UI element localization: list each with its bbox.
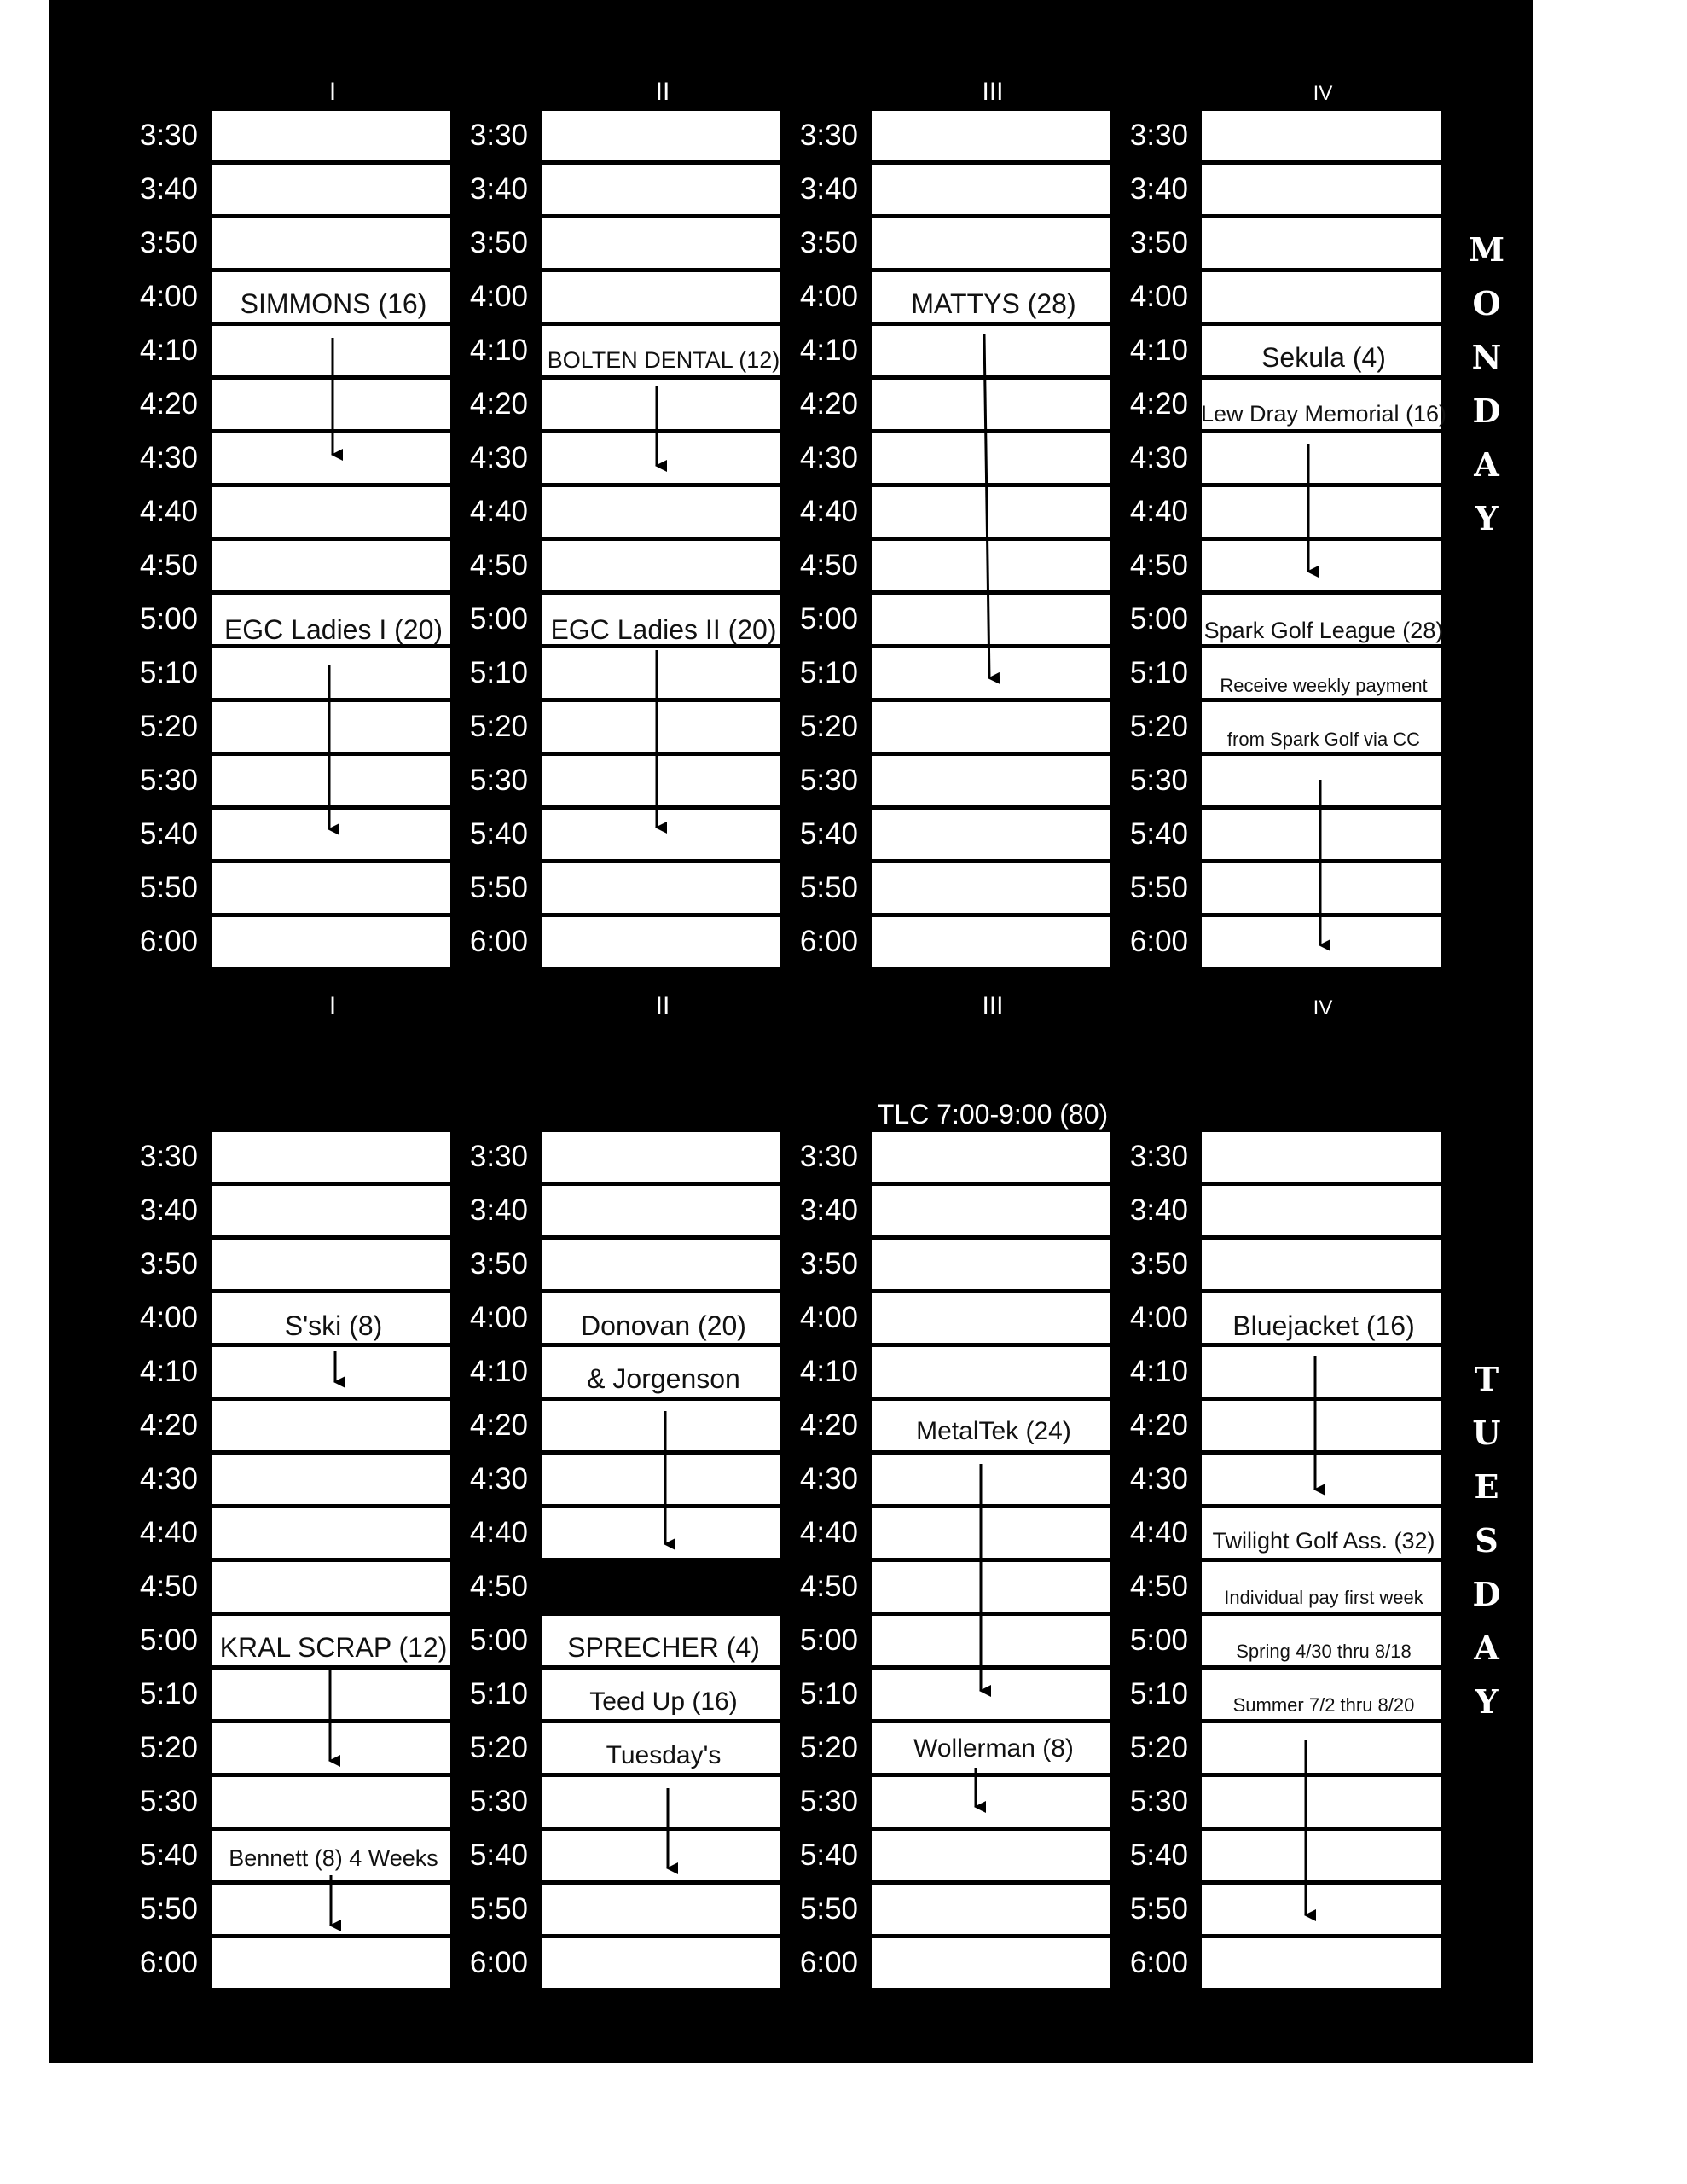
time-label: 6:00 xyxy=(139,1946,198,1979)
time-label: 5:00 xyxy=(1129,602,1188,636)
monday-note-spark-cc: from Spark Golf via CC xyxy=(1226,729,1421,750)
day-letter: O xyxy=(1472,284,1501,322)
time-label: 5:00 xyxy=(469,602,528,636)
time-label: 4:50 xyxy=(799,1570,858,1603)
time-label: 4:50 xyxy=(1129,549,1188,582)
time-label: 5:10 xyxy=(139,1677,198,1711)
time-label: 6:00 xyxy=(1129,1946,1188,1979)
time-label: 5:30 xyxy=(469,764,528,797)
time-label: 3:30 xyxy=(1129,1140,1188,1173)
tuesday-entry-kral-scrap: KRAL SCRAP (12) xyxy=(219,1632,448,1663)
time-label: 5:50 xyxy=(799,871,858,904)
time-label: 5:40 xyxy=(1129,1838,1188,1872)
time-label: 3:50 xyxy=(799,226,858,259)
monday-note-weekly-payment: Receive weekly payment xyxy=(1220,675,1428,696)
time-label: 5:40 xyxy=(469,1838,528,1872)
time-label: 4:20 xyxy=(469,1409,528,1442)
day-letter: A xyxy=(1474,1629,1499,1667)
time-label: 5:30 xyxy=(1129,1785,1188,1818)
time-label: 3:30 xyxy=(139,119,198,152)
time-label: 5:10 xyxy=(469,1677,528,1711)
time-label: 5:50 xyxy=(799,1892,858,1926)
tuesday-entry-bennett: Bennett (8) 4 Weeks xyxy=(229,1845,438,1871)
time-label: 3:50 xyxy=(1129,226,1188,259)
time-label: 3:40 xyxy=(1129,172,1188,206)
time-label: 4:10 xyxy=(139,334,198,367)
time-label: 6:00 xyxy=(469,925,528,958)
time-label: 4:40 xyxy=(469,1516,528,1549)
time-label: 5:30 xyxy=(799,1785,858,1818)
time-label: 5:10 xyxy=(1129,656,1188,689)
time-label: 4:10 xyxy=(469,1355,528,1388)
time-label: 5:10 xyxy=(799,656,858,689)
tuesday-entry-tuesdays: Tuesday's xyxy=(606,1741,722,1769)
time-label: 5:50 xyxy=(469,871,528,904)
time-label: 5:10 xyxy=(469,656,528,689)
time-label: 4:00 xyxy=(139,280,198,313)
time-label: 3:50 xyxy=(1129,1247,1188,1281)
day-letter: Y xyxy=(1475,499,1499,537)
time-label: 3:30 xyxy=(799,1140,858,1173)
time-label: 3:50 xyxy=(139,226,198,259)
tuesday-entry-metaltek: MetalTek (24) xyxy=(916,1417,1071,1445)
time-label: 4:40 xyxy=(799,495,858,528)
time-label: 3:50 xyxy=(139,1247,198,1281)
time-label: 4:50 xyxy=(139,549,198,582)
tlc-header-note: TLC 7:00-9:00 (80) xyxy=(877,1099,1109,1130)
time-label: 6:00 xyxy=(799,1946,858,1979)
day-letter: M xyxy=(1468,230,1505,269)
time-label: 4:30 xyxy=(799,1462,858,1496)
time-label: 5:20 xyxy=(1129,1731,1188,1764)
time-label: 5:40 xyxy=(139,1838,198,1872)
day-letter: T xyxy=(1474,1360,1499,1398)
time-label: 4:20 xyxy=(1129,387,1188,421)
time-label: 4:50 xyxy=(1129,1570,1188,1603)
monday-column-header-4: IV xyxy=(1313,82,1333,105)
monday-entry-egc-ladies-1: EGC Ladies I (20) xyxy=(223,614,443,645)
time-label: 4:00 xyxy=(799,1301,858,1334)
monday-entry-egc-ladies-2: EGC Ladies II (20) xyxy=(550,614,777,645)
time-label: 4:30 xyxy=(469,1462,528,1496)
time-label: 4:10 xyxy=(469,334,528,367)
time-label: 4:30 xyxy=(799,441,858,474)
time-label: 5:40 xyxy=(799,817,858,851)
time-label: 5:20 xyxy=(139,1731,198,1764)
monday-entry-mattys: MATTYS (28) xyxy=(911,288,1076,319)
day-letter: N xyxy=(1471,338,1502,376)
time-label: 3:50 xyxy=(469,1247,528,1281)
time-label: 4:20 xyxy=(139,1409,198,1442)
time-label: 4:50 xyxy=(469,1570,528,1603)
time-label: 5:20 xyxy=(799,710,858,743)
time-label: 3:40 xyxy=(469,172,528,206)
day-letter: D xyxy=(1472,392,1501,430)
time-label: 4:30 xyxy=(139,1462,198,1496)
tuesday-note-summer: Summer 7/2 thru 8/20 xyxy=(1232,1694,1415,1716)
time-label: 4:30 xyxy=(139,441,198,474)
time-label: 4:50 xyxy=(799,549,858,582)
time-label: 6:00 xyxy=(799,925,858,958)
time-label: 3:40 xyxy=(1129,1194,1188,1227)
time-label: 4:40 xyxy=(139,1516,198,1549)
monday-entry-simmons: SIMMONS (16) xyxy=(240,288,427,319)
time-label: 4:30 xyxy=(469,441,528,474)
time-label: 3:40 xyxy=(139,172,198,206)
time-label: 4:40 xyxy=(1129,1516,1188,1549)
time-label: 5:50 xyxy=(139,1892,198,1926)
day-letter: S xyxy=(1475,1521,1499,1560)
time-label: 5:30 xyxy=(139,764,198,797)
time-label: 5:20 xyxy=(799,1731,858,1764)
time-label: 6:00 xyxy=(469,1946,528,1979)
arrow-mattys xyxy=(984,334,989,678)
monday-entry-sekula: Sekula (4) xyxy=(1261,342,1386,373)
day-letter: Y xyxy=(1475,1682,1499,1721)
time-label: 5:30 xyxy=(1129,764,1188,797)
time-label: 5:30 xyxy=(799,764,858,797)
time-label: 5:40 xyxy=(469,817,528,851)
monday-entry-lew-dray: Lew Dray Memorial (16) xyxy=(1200,401,1447,427)
tuesday-entry-sprecher: SPRECHER (4) xyxy=(567,1632,760,1663)
time-label: 4:30 xyxy=(1129,1462,1188,1496)
time-label: 3:40 xyxy=(799,1194,858,1227)
time-label: 4:40 xyxy=(469,495,528,528)
time-label: 3:40 xyxy=(799,172,858,206)
tuesday-entry-donovan: Donovan (20) xyxy=(581,1310,746,1341)
time-label: 5:00 xyxy=(469,1623,528,1657)
day-letter: U xyxy=(1472,1414,1501,1452)
time-label: 4:50 xyxy=(139,1570,198,1603)
time-label: 5:40 xyxy=(799,1838,858,1872)
time-label: 3:50 xyxy=(469,226,528,259)
time-label: 5:00 xyxy=(139,602,198,636)
tuesday-entry-jorgenson: & Jorgenson xyxy=(587,1363,740,1394)
day-letter: A xyxy=(1474,445,1499,484)
tuesday-column-header-3: III xyxy=(982,992,1004,1020)
tuesday-column-header-2: II xyxy=(655,992,670,1020)
time-label: 4:10 xyxy=(799,1355,858,1388)
tuesday-entry-wollerman: Wollerman (8) xyxy=(913,1734,1074,1763)
time-label: 5:00 xyxy=(799,1623,858,1657)
time-label: 3:40 xyxy=(139,1194,198,1227)
time-label: 4:40 xyxy=(139,495,198,528)
time-label: 5:00 xyxy=(139,1623,198,1657)
time-label: 4:40 xyxy=(1129,495,1188,528)
time-label: 5:30 xyxy=(469,1785,528,1818)
time-label: 5:10 xyxy=(139,656,198,689)
time-label: 5:10 xyxy=(799,1677,858,1711)
time-label: 4:00 xyxy=(799,280,858,313)
tuesday-entry-bluejacket: Bluejacket (16) xyxy=(1232,1310,1415,1341)
monday-column-header-3: III xyxy=(982,78,1004,106)
time-label: 3:50 xyxy=(799,1247,858,1281)
time-label: 4:20 xyxy=(799,1409,858,1442)
tuesday-entry-twilight-golf: Twilight Golf Ass. (32) xyxy=(1212,1528,1435,1554)
tuesday-entry-sski: S'ski (8) xyxy=(284,1310,383,1341)
time-label: 4:30 xyxy=(1129,441,1188,474)
tuesday-column-header-1: I xyxy=(328,992,337,1020)
time-label: 5:50 xyxy=(1129,871,1188,904)
time-label: 5:40 xyxy=(139,817,198,851)
monday-entry-spark-golf: Spark Golf League (28) xyxy=(1203,618,1444,643)
time-label: 5:40 xyxy=(1129,817,1188,851)
tuesday-note-individual-pay: Individual pay first week xyxy=(1224,1587,1423,1608)
time-label: 4:40 xyxy=(799,1516,858,1549)
time-label: 3:30 xyxy=(469,119,528,152)
time-label: 4:50 xyxy=(469,549,528,582)
day-letter: E xyxy=(1474,1467,1499,1506)
monday-entry-bolten-dental: BOLTEN DENTAL (12) xyxy=(547,347,780,373)
time-label: 6:00 xyxy=(1129,925,1188,958)
time-label: 5:50 xyxy=(139,871,198,904)
time-label: 4:00 xyxy=(1129,280,1188,313)
time-label: 5:20 xyxy=(139,710,198,743)
time-label: 4:10 xyxy=(139,1355,198,1388)
time-label: 5:50 xyxy=(1129,1892,1188,1926)
tuesday-entry-teed-up: Teed Up (16) xyxy=(589,1687,738,1716)
tuesday-note-spring: Spring 4/30 thru 8/18 xyxy=(1236,1641,1412,1662)
time-label: 3:30 xyxy=(469,1140,528,1173)
monday-column-header-2: II xyxy=(655,78,670,106)
time-label: 4:00 xyxy=(139,1301,198,1334)
time-label: 5:30 xyxy=(139,1785,198,1818)
time-label: 4:20 xyxy=(139,387,198,421)
time-label: 4:00 xyxy=(469,1301,528,1334)
time-label: 4:10 xyxy=(1129,1355,1188,1388)
time-label: 4:20 xyxy=(469,387,528,421)
time-label: 4:20 xyxy=(1129,1409,1188,1442)
time-label: 4:00 xyxy=(469,280,528,313)
time-label: 5:20 xyxy=(1129,710,1188,743)
time-label: 3:30 xyxy=(799,119,858,152)
time-label: 4:20 xyxy=(799,387,858,421)
monday-column-header-1: I xyxy=(328,78,337,106)
time-label: 5:20 xyxy=(469,1731,528,1764)
time-label: 4:00 xyxy=(1129,1301,1188,1334)
time-label: 5:00 xyxy=(1129,1623,1188,1657)
day-letter: D xyxy=(1472,1575,1501,1613)
time-label: 5:50 xyxy=(469,1892,528,1926)
tuesday-column-header-4: IV xyxy=(1313,996,1333,1019)
time-label: 5:20 xyxy=(469,710,528,743)
time-label: 3:40 xyxy=(469,1194,528,1227)
time-label: 6:00 xyxy=(139,925,198,958)
time-label: 5:00 xyxy=(799,602,858,636)
time-label: 5:10 xyxy=(1129,1677,1188,1711)
time-label: 3:30 xyxy=(139,1140,198,1173)
time-label: 3:30 xyxy=(1129,119,1188,152)
time-label: 4:10 xyxy=(799,334,858,367)
time-label: 4:10 xyxy=(1129,334,1188,367)
